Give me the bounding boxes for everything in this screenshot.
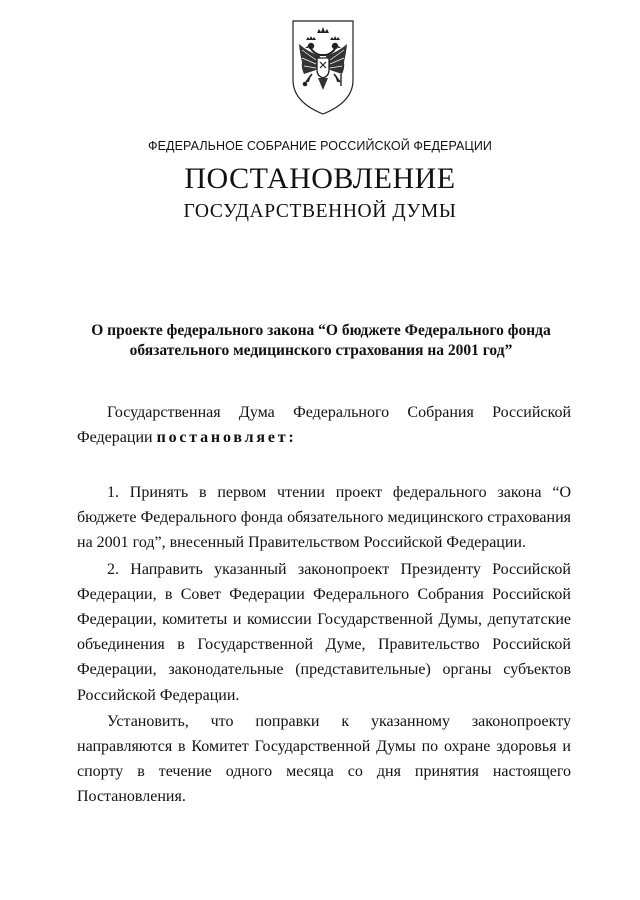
subject-line-1: О проекте федерального закона “О бюджете Федерального фонда: [91, 322, 551, 339]
intro-text: Государственная Дума Федерального Собрания Российской Федерации: [77, 404, 571, 447]
state-emblem: [290, 18, 356, 116]
eagle-emblem-icon: [290, 18, 356, 116]
resolution-points: [77, 480, 571, 810]
document-issuer: ГОСУДАРСТВЕННОЙ ДУМЫ: [183, 201, 457, 222]
intro-paragraph: [77, 400, 571, 450]
subject-line-2: обязательного медицинского страхования на 2001 год”: [129, 342, 513, 359]
point-1: 1. Принять в первом чтении проект федерального закона “О бюджете Федерального фонда обязательного медицинского страхования на 2001 год”, внесенный Правительством Российской Федерации.: [77, 484, 571, 552]
point-amendments: Установить, что поправки к указанному законопроекту направляются в Комитет Государственной Думы по охране здоровья и спорту в течение одного месяца со дня принятия настоящего Постановления.: [77, 712, 571, 806]
point-2: 2. Направить указанный законопроект Президенту Российской Федерации, в Совет Федерации Федерального Собрания Российской Федерации, комитеты и комиссии Государственной Думы, депутатские объединения в Государственной Думе, Правительство Российской Федерации, законодательные (представительные) органы субъектов Российской Федерации.: [77, 560, 571, 704]
document-type: ПОСТАНОВЛЕНИЕ: [184, 162, 456, 195]
organization-title: ФЕДЕРАЛЬНОЕ СОБРАНИЕ РОССИЙСКОЙ ФЕДЕРАЦИИ: [147, 139, 493, 153]
resolves-word: постановляет:: [156, 429, 297, 447]
document-subject: [82, 321, 560, 361]
